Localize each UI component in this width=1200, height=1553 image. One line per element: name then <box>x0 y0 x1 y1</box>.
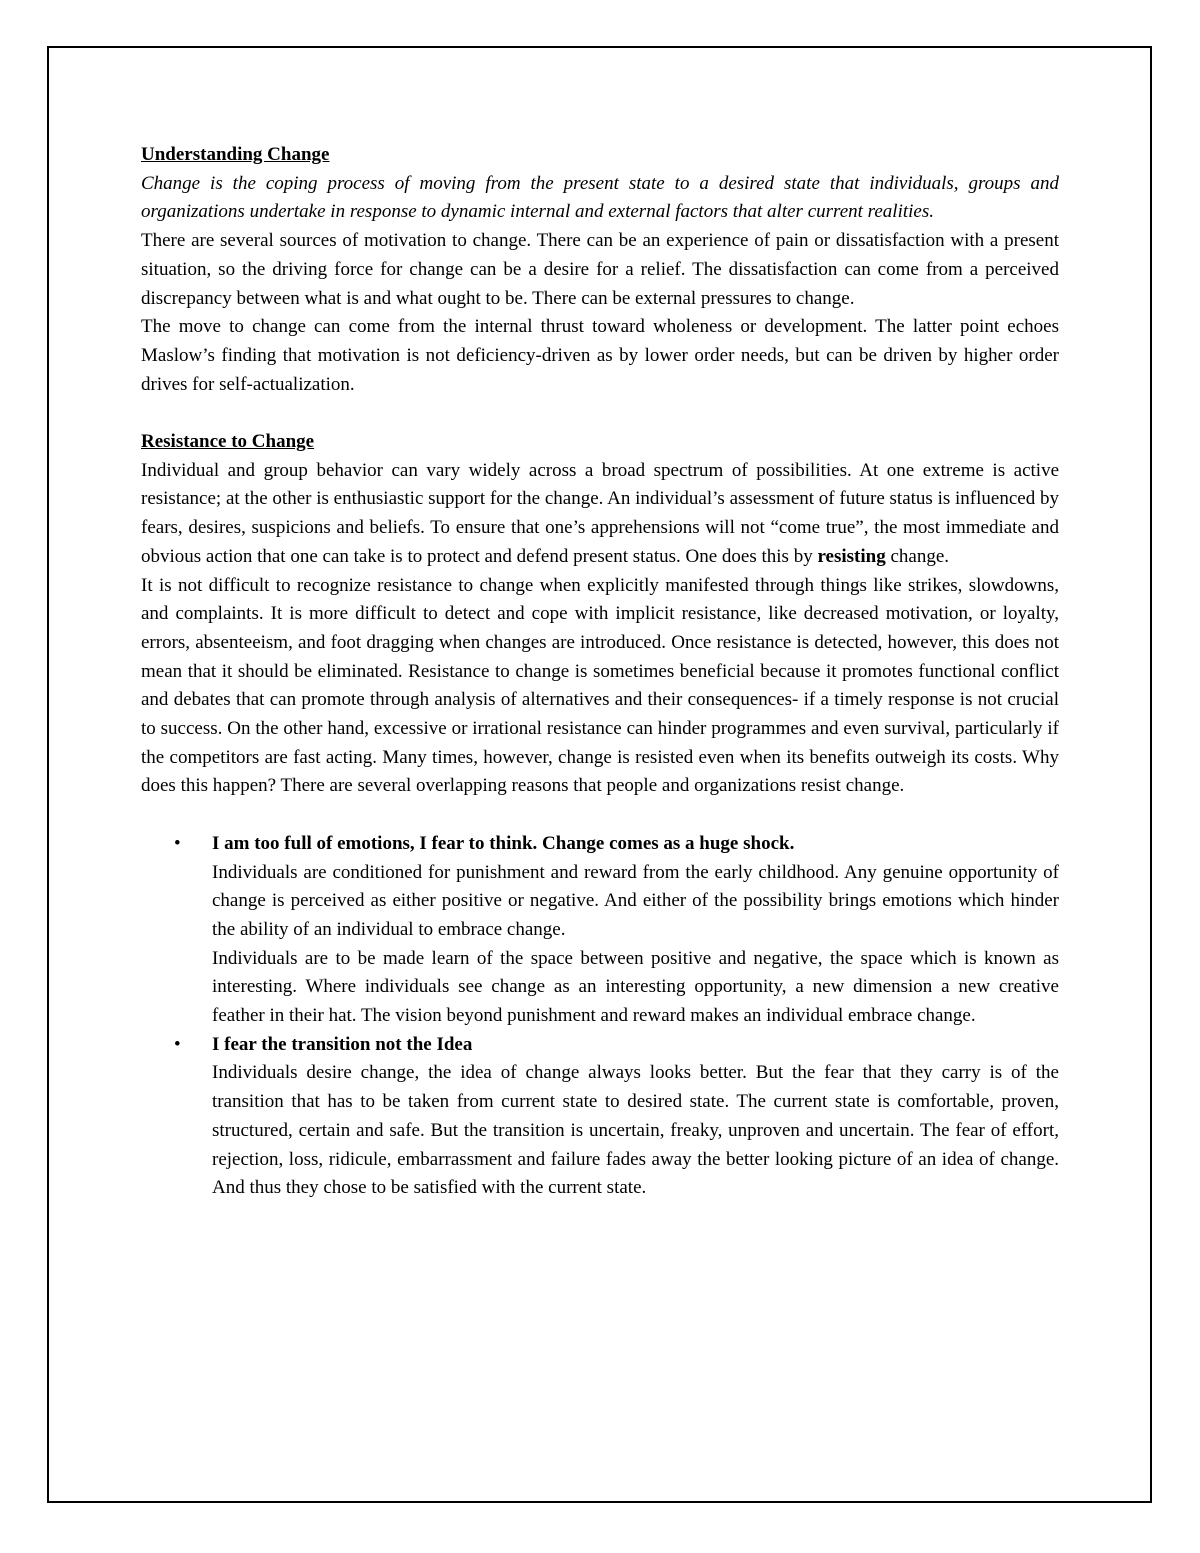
paragraph-implicit-resistance: It is not difficult to recognize resistance to change when explicitly manifested through things like strikes, slowdowns, and complaints. It is more difficult to detect and cope with implicit resistance, like decreased motivation, or loyalty, errors, absenteeism, and foot dragging when changes are introduced. Once resistance is detected, however, this does not mean that it should be eliminated. Resistance to change is sometimes beneficial because it promotes functional conflict and debates that can promote through analysis of alternatives and their consequences- if a timely response is not crucial to success. On the other hand, excessive or irrational resistance can hinder programmes and even survival, particularly if the competitors are fast acting. Many times, however, change is resisted even when its benefits outweigh its costs. Why does this happen? There are several overlapping reasons that people and organizations resist change. <box>141 574 1059 797</box>
paragraph-text: change. <box>885 545 950 567</box>
paragraph-text: Individual and group behavior can vary widely across a broad spectrum of possibilities. At one extreme is active resistance; at the other is enthusiastic support for the change. An individual’s assessment of future status is influenced by fears, desires, suspicions and beliefs. To ensure that one’s apprehensions will not “come true”, the most immediate and obvious action that one can take is to protect and defend present status. One does this by <box>141 459 1059 567</box>
bullet-icon: • <box>174 832 181 854</box>
paragraph-behavior-spectrum <box>141 457 1059 572</box>
change-definition: Change is the coping process of moving from the present state to a desired state that individuals, groups and organizations undertake in response to dynamic internal and external factors that alter current realities. <box>141 172 1059 223</box>
bullet-paragraph: Individuals are conditioned for punishment and reward from the early childhood. Any genuine opportunity of change is perceived as either positive or negative. And either of the possibility brings emotions which hinder the ability of an individual to embrace change. <box>212 861 1059 940</box>
emphasis-resisting: resisting <box>817 545 886 567</box>
section-heading-resistance-to-change: Resistance to Change <box>141 431 315 453</box>
bullet-paragraph: Individuals are to be made learn of the space between positive and negative, the space which is known as interesting. Where individuals see change as an interesting opportunity, a new dimension a new creative feather in their hat. The vision beyond punishment and reward makes an individual embrace change. <box>212 947 1059 1027</box>
paragraph-internal-thrust: The move to change can come from the internal thrust toward wholeness or development. The latter point echoes Maslow’s finding that motivation is not deficiency-driven as by lower order needs, but can be driven by higher order drives for self-actualization. <box>141 316 1059 395</box>
bullet-icon: • <box>174 1033 181 1055</box>
list-item <box>141 830 1059 1031</box>
bullet-title: I am too full of emotions, I fear to think. Change comes as a huge shock. <box>212 832 795 854</box>
reasons-bullet-list <box>141 830 1059 1203</box>
section-heading-understanding-change: Understanding Change <box>141 144 330 165</box>
spacer <box>141 399 1059 428</box>
list-item <box>141 1031 1059 1203</box>
bullet-title: I fear the transition not the Idea <box>212 1033 473 1055</box>
document-body <box>141 141 1059 1203</box>
bullet-paragraph: Individuals desire change, the idea of change always looks better. But the fear that they carry is of the transition that has to be taken from current state to desired state. The current state is comfortable, proven, structured, certain and safe. But the transition is uncertain, freaky, unproven and uncertain. The fear of effort, rejection, loss, ridicule, embarrassment and failure fades away the better looking picture of an idea of change. And thus they chose to be satisfied with the current state. <box>212 1062 1059 1199</box>
spacer <box>141 801 1059 830</box>
paragraph-motivation-sources: There are several sources of motivation to change. There can be an experience of pain or dissatisfaction with a present situation, so the driving force for change can be a desire for a relief. The dissatisfaction can come from a perceived discrepancy between what is and what ought to be. There can be external pressures to change. <box>141 230 1059 309</box>
